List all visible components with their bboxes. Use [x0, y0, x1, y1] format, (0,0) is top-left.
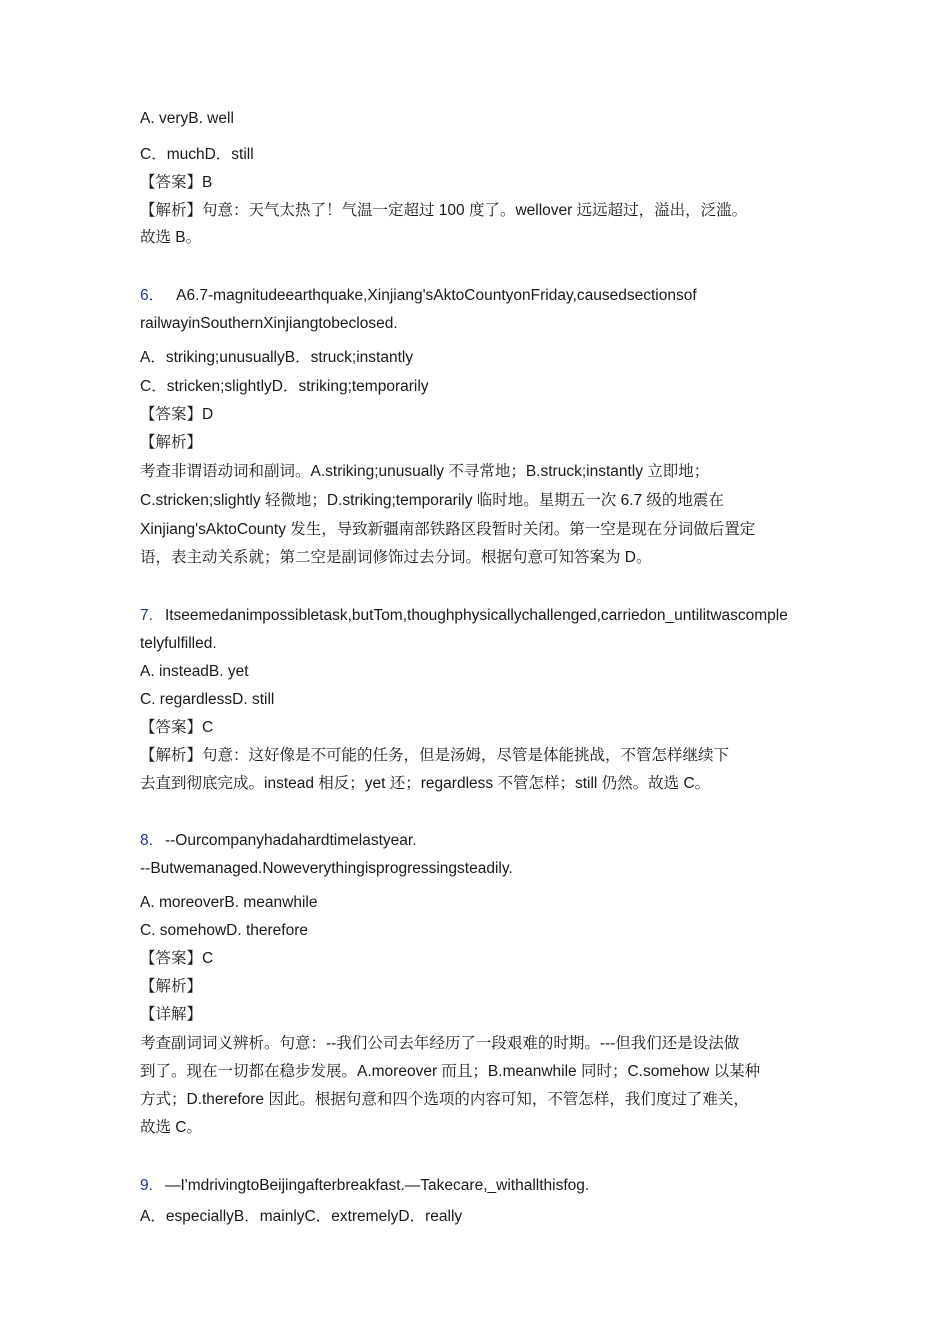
q8-answer: 【答案】C [140, 950, 214, 967]
q8-analysis-label: 【解析】 [140, 978, 203, 995]
q6-analysis-line-3: Xinjiang'sAktoCounty 发生，导致新疆南部铁路区段暂时关闭。第一空是现在分词做后置定 [140, 521, 756, 538]
q6-analysis-line-4: 语，表主动关系就；第二空是副词修饰过去分词。根据句意可知答案为 D。 [140, 549, 652, 566]
q5-options-cd: C．muchD．still [140, 146, 254, 163]
q8-detail-label: 【详解】 [140, 1006, 203, 1023]
q8-stem-line-2: --Butwemanaged.Noweverythingisprogressingsteadily. [140, 860, 513, 877]
q9-number: 9. [140, 1177, 153, 1194]
q8-stem-line-1 [140, 831, 417, 851]
q6-number: 6． [140, 287, 165, 304]
q6-stem-text: A6.7-magnitudeearthquake,Xinjiang'sAktoCountyonFriday,causedsectionsof [176, 287, 697, 304]
q6-analysis-label: 【解析】 [140, 434, 203, 451]
q6-stem-line-1 [140, 286, 697, 306]
q7-stem-line-1 [140, 606, 788, 626]
q6-analysis-line-1: 考查非谓语动词和副词。A.striking;unusually 不寻常地；B.struck;instantly 立即地； [140, 463, 710, 480]
q6-answer: 【答案】D [140, 406, 214, 423]
q7-answer: 【答案】C [140, 719, 214, 736]
q8-stem-text: --Ourcompanyhadahardtimelastyear. [164, 832, 417, 849]
q7-options-cd: C. regardlessD. still [140, 691, 275, 708]
q8-options-cd: C. somehowD. therefore [140, 922, 308, 939]
q5-analysis-line-2: 故选 B。 [140, 229, 202, 246]
q8-options-ab: A. moreoverB. meanwhile [140, 894, 318, 911]
q9-stem-text: —I'mdrivingtoBeijingafterbreakfast.—Takecare,_withallthisfog. [164, 1177, 590, 1194]
q7-options-ab: A. insteadB. yet [140, 663, 249, 680]
q7-analysis-line-1: 【解析】句意：这好像是不可能的任务，但是汤姆，尽管是体能挑战，不管怎样继续下 [140, 747, 730, 764]
q6-stem-line-2: railwayinSouthernXinjiangtobeclosed. [140, 315, 398, 332]
q7-stem-line-2: telyfulfilled. [140, 635, 217, 652]
q7-number: 7. [140, 607, 153, 624]
q6-options-ab: A．striking;unusuallyB．struck;instantly [140, 349, 414, 366]
q8-number: 8. [140, 832, 153, 849]
q9-options: A．especiallyB．mainlyC．extremelyD．really [140, 1208, 463, 1225]
q5-options-ab: A. veryB. well [140, 110, 234, 127]
q5-analysis-line-1: 【解析】句意：天气太热了！气温一定超过 100 度了。wellover 远远超过，溢出，泛滥。 [140, 202, 748, 219]
q6-analysis-line-2: C.stricken;slightly 轻微地；D.striking;temporarily 临时地。星期五一次 6.7 级的地震在 [140, 492, 724, 509]
q7-stem-text: Itseemedanimpossibletask,butTom,thoughphysicallychallenged,carriedon_untilitwascomple [164, 607, 788, 624]
q9-stem-line-1 [140, 1176, 589, 1196]
q8-detail-line-2: 到了。现在一切都在稳步发展。A.moreover 而且；B.meanwhile 同时；C.somehow 以某种 [140, 1063, 761, 1080]
q7-analysis-line-2: 去直到彻底完成。instead 相反；yet 还；regardless 不管怎样；still 仍然。故选 C。 [140, 775, 711, 792]
q5-answer: 【答案】B [140, 174, 213, 191]
q6-options-cd: C．stricken;slightlyD．striking;temporarily [140, 378, 429, 395]
q8-detail-line-1: 考查副词词义辨析。句意：--我们公司去年经历了一段艰难的时期。---但我们还是设法做 [140, 1035, 740, 1052]
q8-detail-line-4: 故选 C。 [140, 1119, 203, 1136]
q8-detail-line-3: 方式；D.therefore 因此。根据句意和四个选项的内容可知，不管怎样，我们度过了难关， [140, 1091, 749, 1108]
